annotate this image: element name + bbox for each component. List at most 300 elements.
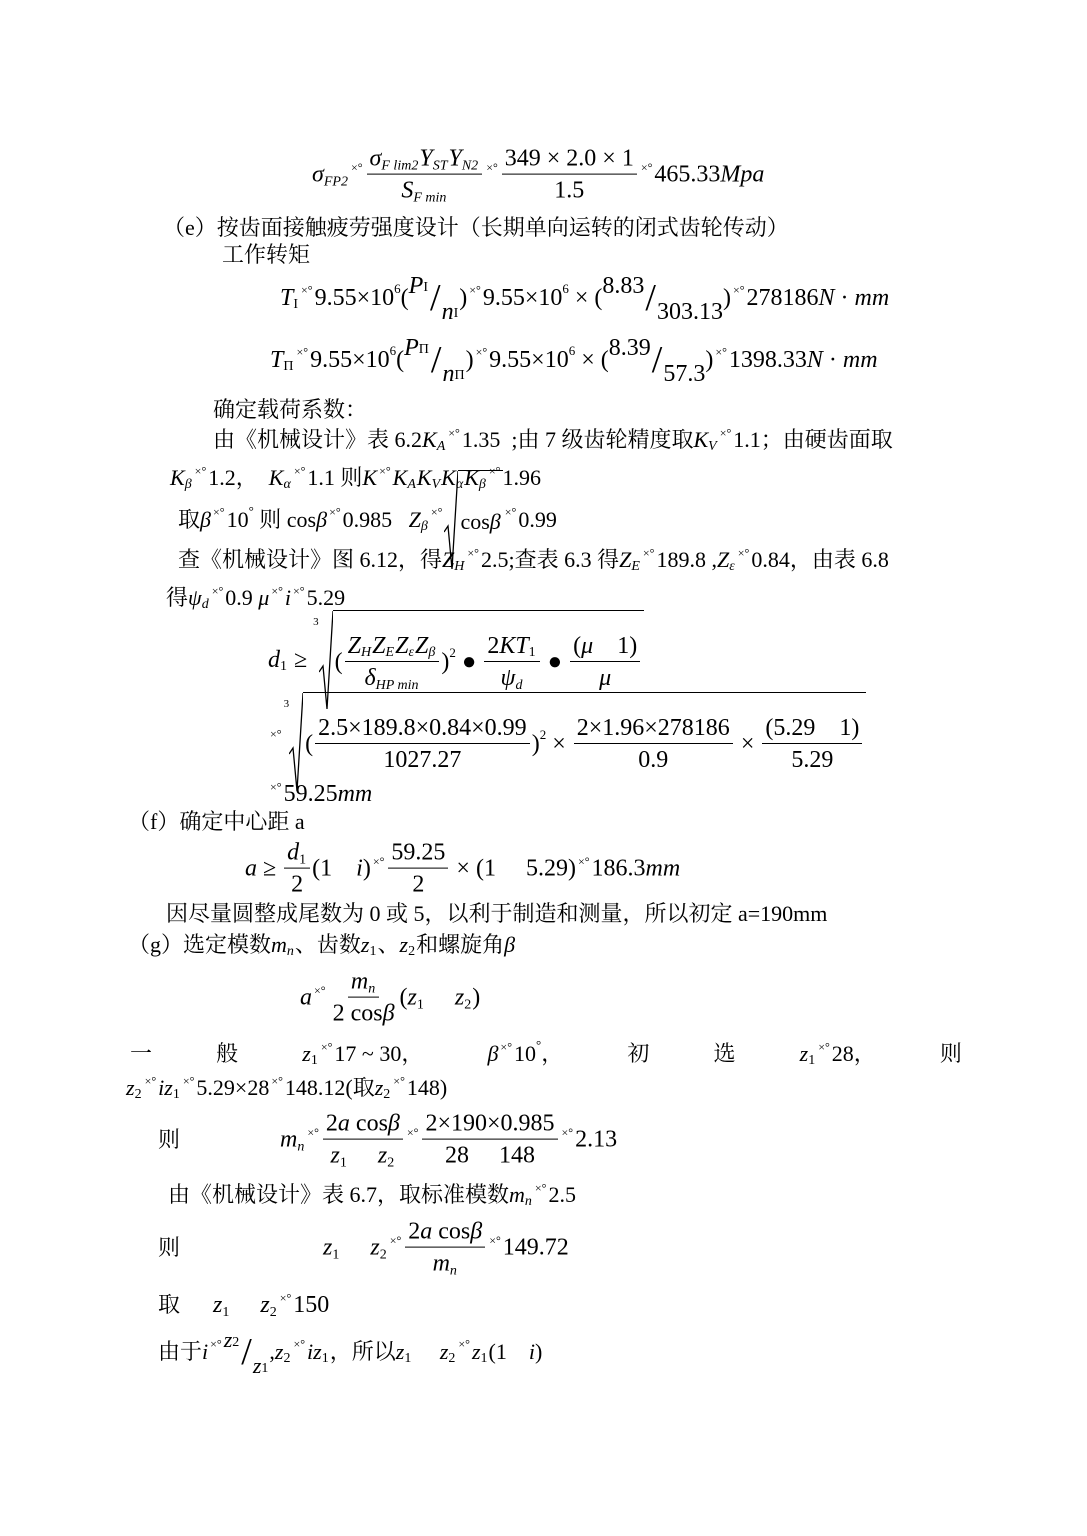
subscript: n	[286, 944, 294, 960]
text-run: 2×190×0.985	[425, 1110, 555, 1137]
math-symbol: z	[323, 1234, 333, 1261]
fraction-slash: /	[651, 339, 663, 381]
subscript: E	[385, 645, 395, 661]
equals-glyph: ×°	[293, 583, 305, 598]
text-run: 59.25	[391, 839, 446, 866]
equals-glyph: ×°	[270, 727, 282, 742]
text-run: )	[465, 346, 474, 373]
width-factor-text	[166, 583, 346, 613]
equals-glyph: ×°	[271, 583, 283, 598]
subscript: I	[453, 305, 459, 321]
text-run: cos	[460, 508, 490, 534]
subscript: 1	[222, 1304, 230, 1320]
subscript: 2	[283, 1351, 291, 1367]
fraction-numerator	[484, 633, 539, 662]
math-symbol: i	[202, 1338, 209, 1364]
equals-glyph: ×°	[737, 545, 750, 560]
math-symbol: z	[439, 1338, 449, 1364]
fraction-numerator	[315, 715, 530, 744]
subscript: 1	[404, 1351, 412, 1367]
fraction	[574, 715, 733, 774]
subscript: 1	[299, 852, 307, 868]
text-run: )	[534, 1338, 543, 1364]
formula-sigma-fp2	[312, 146, 764, 205]
text-run: 1398.33	[728, 346, 807, 373]
subscript: n	[524, 1194, 532, 1210]
math-symbol: i	[528, 1338, 535, 1364]
math-symbol: β	[200, 506, 211, 532]
fraction	[422, 1111, 557, 1170]
text-run: 5.29	[791, 747, 834, 773]
fraction-numerator	[348, 969, 379, 998]
text-run: 则	[158, 1234, 181, 1260]
equals-glyph: ×°	[486, 160, 498, 175]
slash-fraction-numerator	[409, 273, 429, 299]
text-run: 349 × 2.0 × 1	[504, 145, 634, 172]
math-symbol: z	[223, 1326, 233, 1352]
subscript: I	[423, 279, 428, 295]
slash-fraction-denominator	[442, 299, 460, 325]
text-run: 278186	[746, 284, 819, 311]
slash-fraction	[602, 272, 723, 325]
subscript: N2	[461, 158, 479, 174]
math-symbol: β	[489, 508, 501, 534]
math-symbol: K	[362, 464, 378, 490]
text-run: ,	[269, 1338, 275, 1364]
text-run: 2	[325, 1110, 338, 1137]
subscript: n	[297, 1139, 305, 1155]
equals-glyph: ×°	[320, 1039, 333, 1054]
equals-glyph: ×°	[293, 463, 306, 478]
radical	[284, 692, 867, 792]
fraction-denominator	[635, 744, 671, 773]
slash-fraction	[223, 1326, 270, 1378]
text-run: 189.8 ,	[656, 546, 717, 572]
text-run: 9.55×10	[310, 346, 390, 373]
text-run: 28，	[831, 1040, 876, 1066]
z2-calculation	[126, 1073, 448, 1103]
fraction	[330, 969, 398, 1028]
fraction-numerator	[574, 715, 733, 744]
fraction-numerator	[388, 840, 448, 869]
text-run: ·	[822, 346, 843, 373]
text-group	[216, 1042, 238, 1066]
text-run: 148.12(取	[284, 1074, 375, 1100]
text-run: 0.985	[342, 506, 409, 532]
subscript: FP2	[323, 174, 348, 190]
subscript: H	[361, 645, 372, 661]
text-run: 59.25	[283, 780, 338, 807]
subscript: 1	[339, 1155, 347, 1171]
text-run	[348, 1143, 378, 1169]
subscript: F lim2	[381, 158, 419, 174]
text-run: （f）确定中心距 a	[128, 808, 305, 834]
text-run: (	[573, 632, 582, 659]
slash-fraction-denominator	[657, 299, 723, 325]
equals-glyph: ×°	[393, 1073, 405, 1088]
text-run: 2.5	[548, 1181, 576, 1207]
math-symbol: K	[441, 464, 456, 490]
math-symbol: K	[693, 426, 709, 452]
text-run: 2	[412, 872, 425, 898]
text-group	[302, 1039, 424, 1069]
equals-glyph: ×°	[210, 1337, 222, 1352]
text-run: 初	[627, 1040, 650, 1066]
subscript: E	[631, 559, 640, 575]
superscript: °	[536, 1036, 542, 1052]
subscript: 2	[232, 1334, 240, 1350]
subscript: d	[515, 677, 523, 693]
text-run: 取	[158, 1291, 181, 1317]
text-run	[412, 1340, 440, 1364]
text-run: 0.9	[225, 584, 259, 610]
fraction-slash: /	[645, 277, 656, 319]
subscript: n	[368, 981, 376, 997]
text-run: 得	[166, 584, 189, 610]
formula-d1-numeric	[268, 692, 866, 792]
text-run: 、齿数	[294, 931, 361, 957]
text-run: 10	[514, 1040, 536, 1066]
text-run: (1	[312, 855, 357, 882]
math-symbol: β	[382, 1001, 395, 1027]
subscript: Π	[418, 341, 429, 357]
math-symbol: Y	[448, 145, 462, 172]
text-run: 0.9	[638, 747, 669, 773]
math-symbol: Y	[419, 145, 433, 172]
fraction-denominator	[330, 998, 398, 1027]
equals-glyph: ×°	[211, 583, 224, 598]
text-run: 303.13	[656, 298, 723, 325]
text-run: 2×1.96×278186	[576, 714, 730, 741]
math-symbol: P	[408, 272, 424, 299]
section-e-heading	[163, 216, 789, 240]
subscript: H	[454, 559, 465, 575]
subscript: F min	[413, 190, 447, 206]
math-symbol: Z	[716, 546, 730, 572]
superscript: °	[248, 502, 254, 518]
math-symbol: m	[271, 931, 287, 957]
fraction-slash: /	[241, 1331, 252, 1373]
equals-glyph: ×°	[271, 1073, 283, 1088]
subscript: ε	[408, 645, 414, 661]
subscript: 1	[416, 997, 424, 1013]
text-run: 查《机械设计》图 6.12，得	[178, 546, 443, 572]
formula-teeth-sum-150	[213, 1292, 329, 1318]
text-run: 和螺旋角	[416, 931, 505, 957]
slash-fraction	[608, 334, 706, 387]
text-run: 1.1 则	[307, 464, 363, 490]
math-symbol: μ	[258, 584, 270, 610]
teeth-selection-text	[130, 1036, 962, 1069]
text-group	[627, 1042, 649, 1066]
math-symbol: μ	[599, 665, 612, 691]
math-symbol: KT	[499, 632, 529, 659]
math-symbol: β	[504, 931, 516, 957]
math-symbol: P	[404, 334, 419, 361]
subscript: 1	[528, 645, 536, 661]
text-run: 1)	[593, 632, 638, 659]
fraction	[388, 840, 448, 899]
math-symbol: m	[280, 1126, 298, 1153]
subscript: 2	[134, 1087, 142, 1103]
center-distance-note	[166, 902, 827, 926]
slash-fraction-numerator	[609, 335, 651, 361]
math-symbol: β	[487, 1040, 499, 1066]
text-run: ●	[541, 648, 569, 675]
text-run: 因尽量圆整成尾数为 0 或 5，以利于制造和测量，所以初定 a=190mm	[166, 900, 828, 926]
subscript: d	[201, 597, 209, 613]
subscript: 2	[387, 1155, 395, 1171]
subscript: 1	[261, 1360, 269, 1376]
section-g-heading	[128, 931, 516, 960]
math-symbol: S	[401, 178, 414, 204]
text-run: )	[441, 648, 450, 675]
fraction-numerator	[345, 633, 440, 662]
text-run: ，	[541, 1040, 564, 1066]
text-run: 则 cos	[253, 506, 317, 532]
equals-glyph: ×°	[314, 983, 326, 998]
fraction-numerator	[367, 146, 483, 175]
superscript: 6	[562, 280, 569, 296]
text-run: 则	[939, 1040, 962, 1066]
math-symbol: μ	[581, 632, 594, 659]
math-symbol: a	[245, 855, 257, 882]
equals-glyph: ×°	[389, 1233, 402, 1248]
text-group	[940, 1042, 962, 1066]
text-run: (	[400, 284, 409, 311]
text-run	[425, 985, 455, 1011]
text-run: 5.29	[306, 584, 346, 610]
subscript: 1	[332, 1247, 340, 1263]
subscript: 1	[369, 944, 377, 960]
equals-glyph: ×°	[182, 1073, 195, 1088]
text-run: （e）按齿面接触疲劳强度设计（长期单向运转的闭式齿轮传动）	[163, 214, 789, 240]
radical-index: 3	[313, 616, 319, 628]
fraction-slash: /	[430, 277, 441, 319]
fraction	[284, 840, 310, 899]
text-run: 5.29×28	[196, 1074, 270, 1100]
fraction-numerator	[422, 1111, 557, 1140]
math-symbol: d	[287, 839, 300, 866]
subscript: A	[436, 439, 446, 455]
text-run: 8.83	[602, 272, 645, 299]
math-symbol: z	[302, 1040, 311, 1066]
math-symbol: ψ	[500, 665, 516, 691]
then-label-1	[158, 1128, 180, 1152]
formula-a-mn	[300, 969, 480, 1028]
equals-glyph: ×°	[642, 545, 655, 560]
equals-glyph: ×°	[301, 283, 313, 298]
subscript: 1	[480, 1351, 488, 1367]
radical-sign-icon	[289, 692, 303, 792]
math-symbol: z	[260, 1291, 270, 1318]
superscript: 2	[449, 644, 456, 660]
subscript: A	[407, 477, 416, 493]
fraction-denominator	[409, 869, 427, 898]
fraction-numerator	[762, 715, 862, 744]
text-run: 、	[377, 931, 400, 957]
math-symbol: n	[441, 298, 454, 325]
radicand	[303, 692, 866, 792]
math-symbol: m	[432, 1251, 450, 1277]
math-symbol: K	[170, 464, 185, 490]
fraction	[315, 715, 530, 774]
math-symbol: i	[356, 855, 363, 882]
superscript: 6	[394, 280, 401, 296]
subscript: β	[428, 645, 436, 661]
equals-glyph: ×°	[329, 505, 341, 520]
equals-glyph: ×°	[715, 345, 727, 360]
ratio-relation-text	[158, 1326, 543, 1378]
text-run: 28 148	[444, 1143, 535, 1169]
text-run: ×	[546, 730, 572, 757]
math-symbol: z	[370, 1234, 380, 1261]
subscript: β	[478, 477, 486, 493]
text-run: 9.55×10	[482, 284, 563, 311]
fraction-denominator	[430, 1248, 461, 1277]
fraction-denominator	[788, 744, 836, 773]
text-run: 工作转矩	[222, 241, 311, 267]
text-group	[799, 1039, 876, 1069]
text-run	[340, 1235, 370, 1261]
fraction-denominator	[380, 744, 464, 773]
fraction-numerator	[570, 633, 640, 662]
text-run: 确定载荷系数：	[213, 396, 368, 422]
text-run: 2.5×189.8×0.84×0.99	[318, 714, 527, 741]
slash-fraction-numerator	[224, 1328, 241, 1352]
text-run: 465.33	[654, 161, 721, 188]
math-symbol: a	[337, 1110, 350, 1137]
math-symbol: K	[268, 464, 284, 490]
slash-fraction-denominator	[253, 1354, 270, 1378]
text-run: 57.3	[663, 360, 706, 387]
text-run: 17 ~ 30，	[334, 1040, 424, 1066]
working-torque-label	[222, 243, 310, 267]
equals-glyph: ×°	[469, 283, 481, 298]
math-symbol: Z	[414, 632, 429, 659]
text-run: 则	[158, 1126, 181, 1152]
text-run: (5.29 1)	[765, 714, 860, 741]
radical-index: 3	[283, 698, 290, 710]
formula-module	[280, 1111, 617, 1170]
equals-glyph: ×°	[379, 463, 391, 478]
math-symbol: β	[316, 506, 328, 532]
math-symbol: mm	[645, 855, 681, 882]
fraction	[762, 715, 862, 774]
fraction-numerator	[405, 1219, 485, 1248]
math-symbol: z	[126, 1074, 135, 1100]
section-f-heading	[128, 810, 305, 834]
math-symbol: z	[454, 984, 465, 1011]
fraction-denominator	[442, 1140, 538, 1169]
text-run: (	[399, 984, 408, 1011]
formula-center-distance	[245, 840, 680, 899]
text-run: ，所以	[329, 1338, 396, 1364]
text-run: 186.3	[591, 855, 646, 882]
subscript: 1	[310, 1053, 318, 1069]
fraction	[570, 633, 640, 692]
text-group	[487, 1036, 564, 1066]
text-run: 1.5	[554, 178, 585, 204]
subscript: 2	[383, 1087, 391, 1103]
subscript: 1	[321, 1351, 329, 1367]
fraction-slash: /	[430, 339, 442, 381]
subscript: 2	[448, 1351, 456, 1367]
text-run: × (	[568, 284, 603, 311]
equals-glyph: ×°	[279, 1290, 292, 1305]
math-symbol: z	[274, 1338, 284, 1364]
equals-glyph: ×°	[475, 345, 488, 360]
standard-module-text	[168, 1180, 576, 1210]
text-group	[130, 1042, 152, 1066]
text-run: 149.72	[502, 1234, 569, 1261]
math-symbol: Z	[442, 546, 455, 572]
text-run: 10	[226, 506, 249, 532]
fraction-denominator	[398, 175, 450, 204]
math-symbol: Z	[619, 546, 632, 572]
text-run: 选	[713, 1040, 736, 1066]
equals-glyph: ×°	[640, 160, 653, 175]
fraction-denominator	[596, 662, 614, 691]
equals-glyph: ×°	[212, 505, 225, 520]
superscript: 2	[539, 726, 547, 742]
fraction-denominator	[551, 175, 587, 204]
equals-glyph: ×°	[488, 463, 501, 478]
equals-glyph: ×°	[561, 1125, 574, 1140]
fraction-numerator	[323, 1111, 403, 1140]
equals-glyph: ×°	[194, 463, 207, 478]
math-symbol: Z	[372, 632, 386, 659]
text-run: × (	[575, 346, 609, 373]
math-symbol: mm	[842, 346, 878, 373]
text-run: 9.55×10	[314, 284, 395, 311]
math-symbol: N	[818, 284, 835, 311]
subscript: 2	[379, 1247, 387, 1263]
equals-glyph: ×°	[372, 854, 385, 869]
subscript: Π	[283, 359, 294, 375]
text-run: 1027.27	[383, 747, 462, 773]
slash-fraction-denominator	[442, 361, 465, 387]
math-symbol: i	[284, 584, 292, 610]
math-symbol: z	[213, 1291, 223, 1318]
math-symbol: z	[799, 1040, 809, 1066]
text-run: 148)	[406, 1074, 448, 1100]
math-symbol: z	[399, 931, 409, 957]
text-run: 0.84，由表 6.8	[751, 546, 889, 572]
equals-glyph: ×°	[293, 1337, 306, 1352]
fraction	[345, 633, 440, 692]
math-symbol: z	[395, 1338, 405, 1364]
slash-fraction-numerator	[602, 273, 644, 299]
math-symbol: K	[422, 426, 437, 452]
math-symbol: Z	[347, 632, 362, 659]
math-symbol: σ	[369, 145, 382, 172]
math-symbol: d	[268, 646, 280, 673]
text-run: 1.2，	[208, 464, 269, 490]
math-symbol: T	[280, 284, 294, 311]
text-run: )	[459, 284, 468, 311]
fraction-numerator	[284, 840, 310, 869]
subscript: 1	[808, 1053, 816, 1069]
text-run: 2	[291, 872, 304, 898]
math-symbol: m	[509, 1181, 525, 1207]
subscript: V	[708, 439, 717, 455]
equals-glyph: ×°	[448, 425, 460, 440]
math-symbol: K	[392, 464, 408, 490]
text-run: （g）选定模数	[128, 931, 272, 957]
equals-glyph: ×°	[144, 1073, 157, 1088]
text-run: )	[472, 984, 481, 1011]
